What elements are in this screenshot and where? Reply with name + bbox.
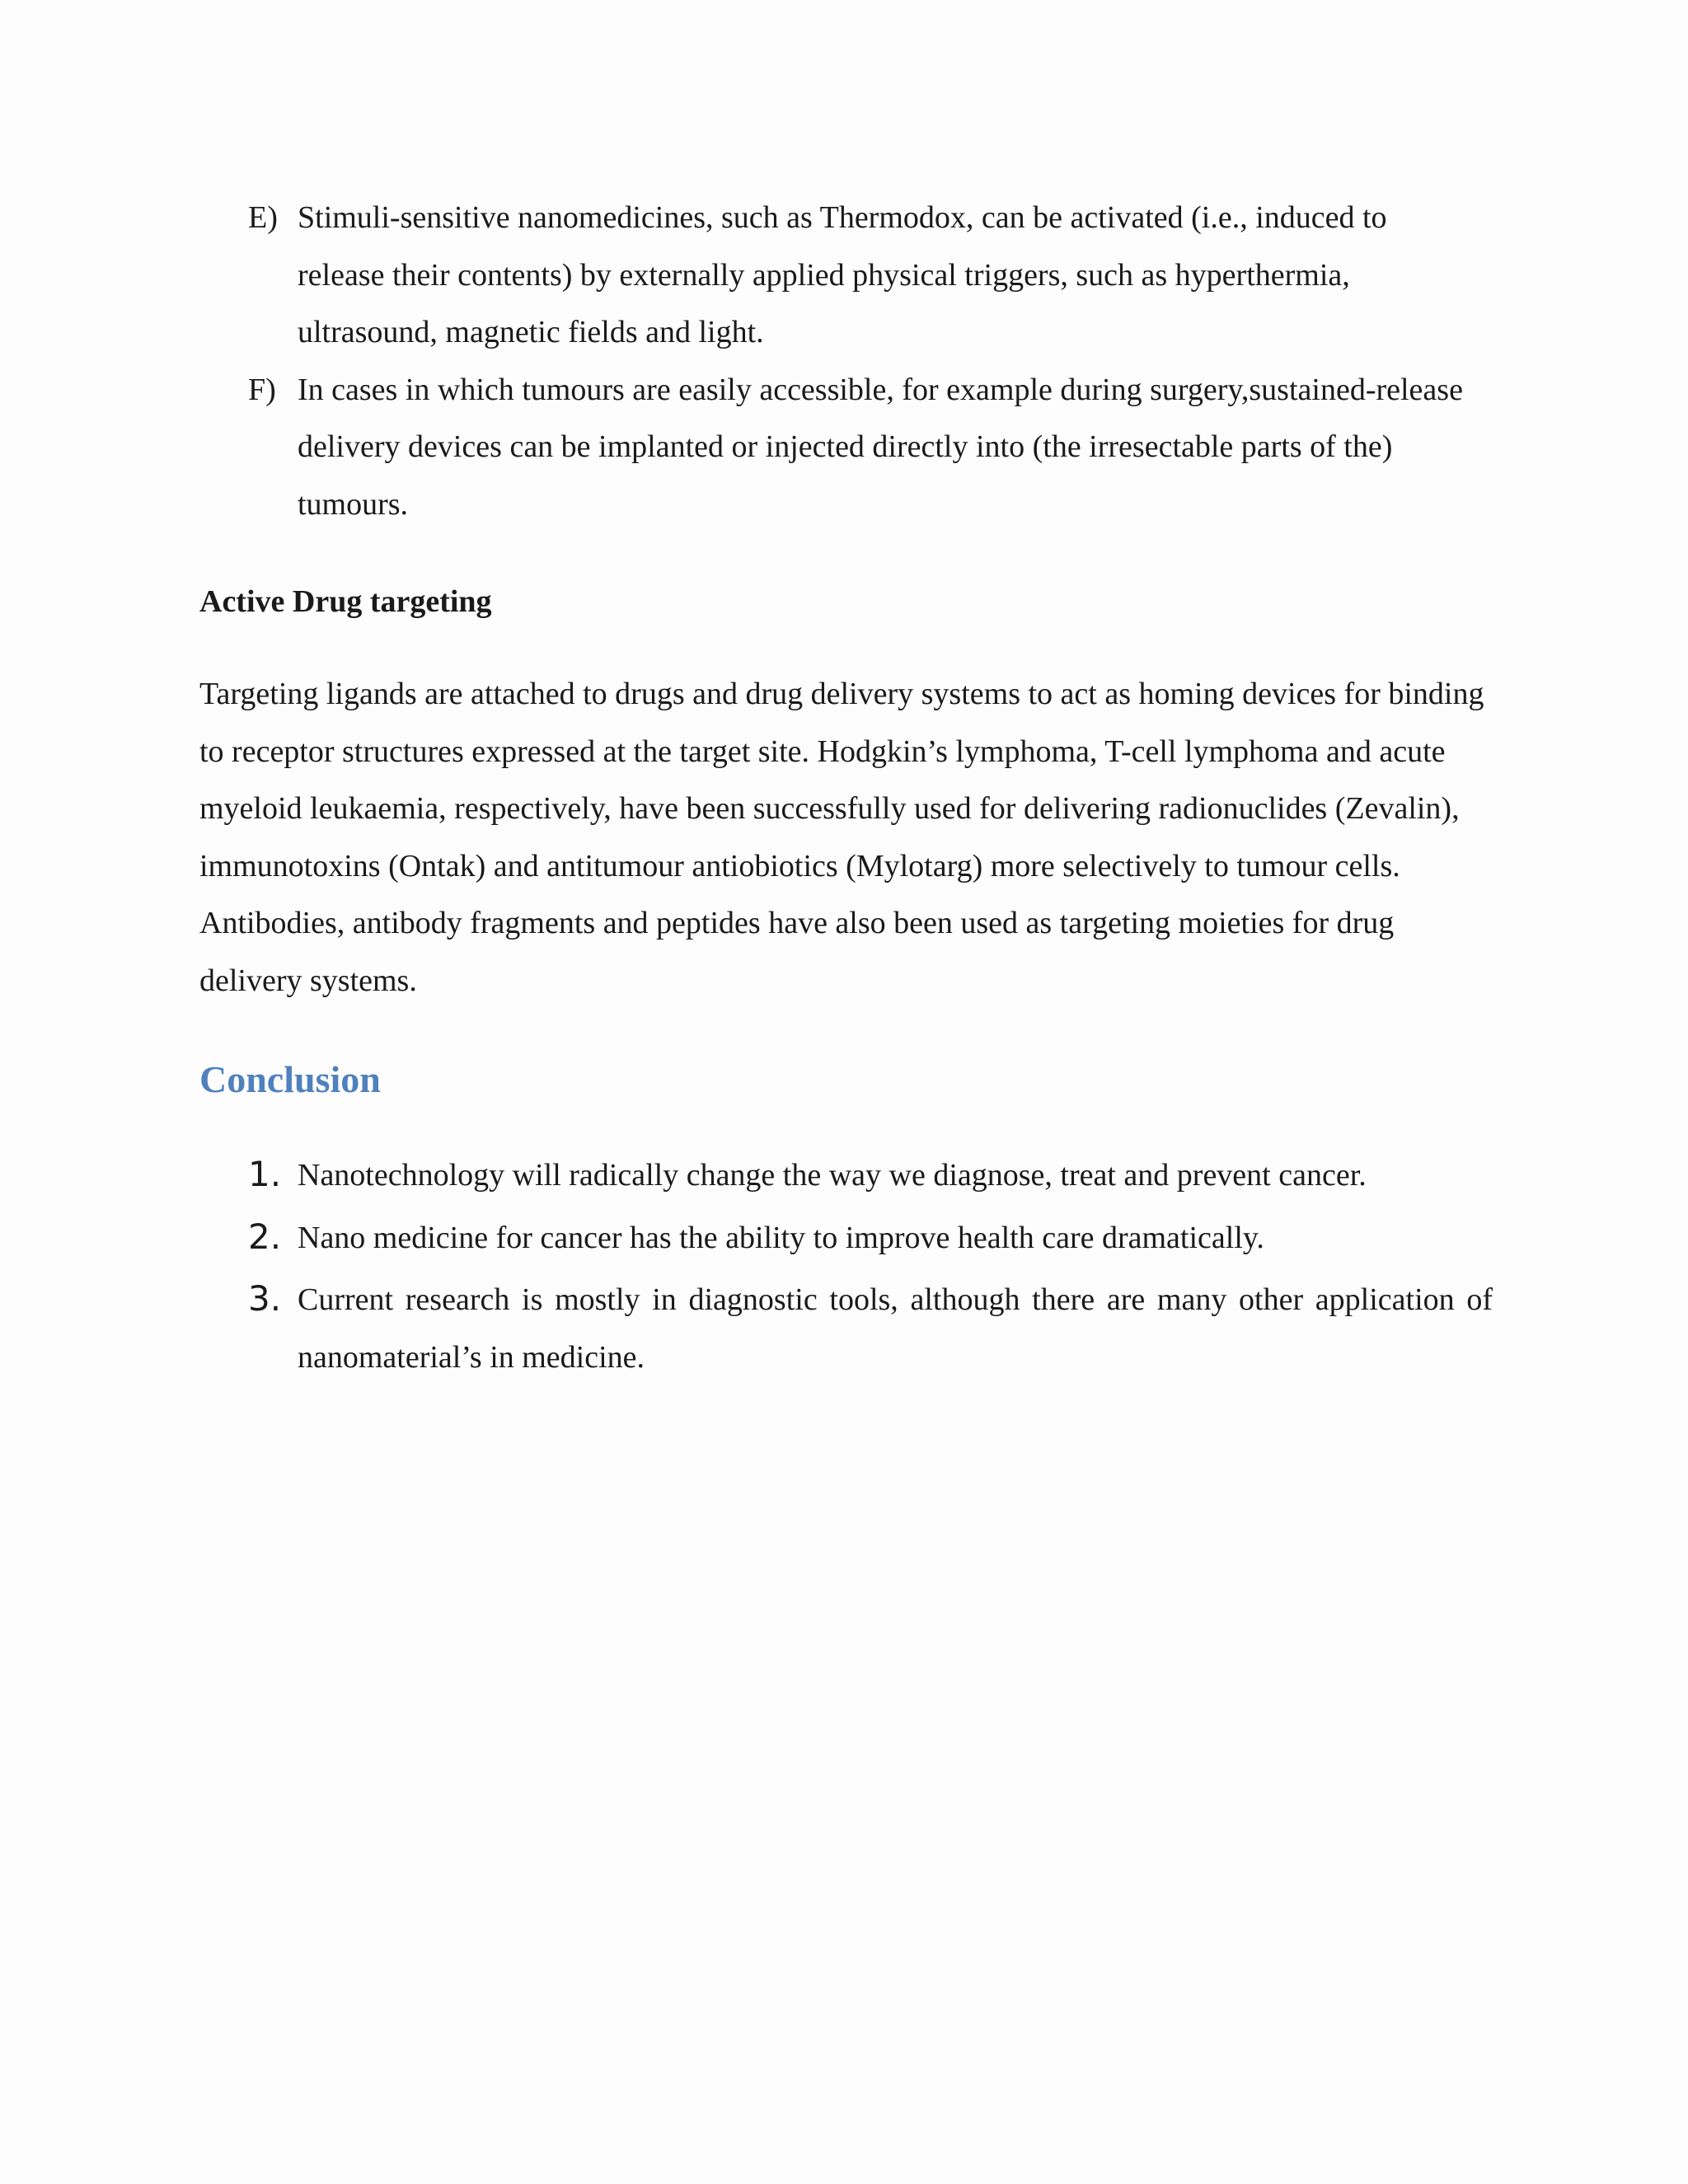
list-marker: E) [248, 200, 278, 235]
numbered-list [0, 1147, 1688, 1391]
list-item [0, 1272, 1688, 1386]
list-item [0, 190, 1688, 362]
section-heading-active-drug-targeting: Active Drug targeting [199, 584, 492, 619]
list-item [0, 362, 1688, 534]
lettered-list [0, 190, 1688, 533]
list-number: 2. [248, 1216, 282, 1257]
list-item-text: Nanotechnology will radically change the way we diagnose, treat and prevent cancer. [298, 1158, 1367, 1193]
list-item-text: Current research is mostly in diagnostic tools, although there are many other application of nanomaterial’s in medicine. [298, 1282, 1493, 1375]
list-item [0, 1147, 1688, 1205]
conclusion-heading: Conclusion [199, 1058, 381, 1100]
list-marker: F) [248, 372, 276, 407]
list-number: 1. [248, 1154, 282, 1194]
list-item [0, 1210, 1688, 1268]
list-number: 3. [248, 1278, 282, 1319]
list-item-text: In cases in which tumours are easily accessible, for example during surgery,sustained-release delivery devices can be implanted or injected directly into (the irresectable parts of the) tumours. [298, 372, 1463, 522]
body-paragraph: Targeting ligands are attached to drugs and drug delivery systems to act as homing devices for binding to receptor structures expressed at the target site. Hodgkin’s lymphoma, T-cell lymphoma and acute myeloid leukaemia, respectively, have been successfully used for delivering radionuclides (Zevalin), immunotoxins (Ontak) and antitumour antiobiotics (Mylotarg) more selectively to tumour cells. Antibodies, antibody fragments and peptides have also been used as targeting moieties for drug delivery systems. [199, 677, 1484, 998]
list-item-text: Nano medicine for cancer has the ability to improve health care dramatically. [298, 1220, 1264, 1255]
list-item-text: Stimuli-sensitive nanomedicines, such as Thermodox, can be activated (i.e., induced to release their contents) by externally applied physical triggers, such as hyperthermia, ultrasound, magnetic fields and light. [298, 200, 1387, 349]
